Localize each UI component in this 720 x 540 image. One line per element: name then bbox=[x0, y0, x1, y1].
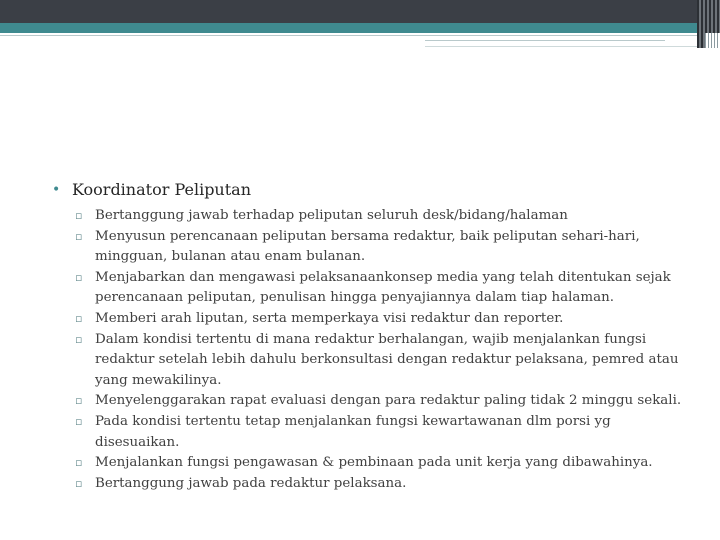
header-rule-lower bbox=[425, 46, 720, 47]
square-bullet-icon: ▫ bbox=[75, 414, 83, 428]
header-bar-dark bbox=[0, 0, 720, 23]
header-rule-short bbox=[425, 40, 665, 41]
list-item bbox=[52, 206, 692, 227]
list-item bbox=[52, 391, 692, 412]
main-bullet-item bbox=[52, 178, 692, 202]
list-item-text: Bertanggung jawab terhadap peliputan seluruh desk/bidang/halaman bbox=[95, 208, 568, 223]
list-item-text: Menjalankan fungsi pengawasan & pembinaan pada unit kerja yang dibawahinya. bbox=[95, 455, 653, 471]
list-item-text: Dalam kondisi tertentu di mana redaktur berhalangan, wajib menjalankan fungsi redaktur setelah lebih dahulu berkonsultasi dengan redaktur pelaksana, pemred atau yang mewakilinya. bbox=[95, 331, 679, 388]
square-bullet-icon: ▫ bbox=[75, 476, 83, 490]
square-bullet-icon: ▫ bbox=[75, 394, 83, 408]
square-bullet-icon: ▫ bbox=[75, 311, 83, 325]
list-item bbox=[52, 330, 692, 392]
square-bullet-icon: ▫ bbox=[75, 209, 83, 222]
list-item bbox=[52, 268, 692, 309]
list-item-text: Menyusun perencanaan peliputan bersama redaktur, baik peliputan sehari-hari, mingguan, bulanan atau enam bulanan. bbox=[95, 228, 640, 265]
square-bullet-icon: ▫ bbox=[75, 332, 83, 346]
list-item bbox=[52, 453, 692, 474]
list-item bbox=[52, 474, 692, 495]
header-bar-accent bbox=[0, 23, 720, 33]
square-bullet-icon: ▫ bbox=[75, 456, 83, 470]
sub-bullet-list bbox=[52, 206, 692, 494]
list-item-text: Memberi arah liputan, serta memperkaya visi redaktur dan reporter. bbox=[95, 310, 564, 326]
list-item-text: Menjabarkan dan mengawasi pelaksanaankonsep media yang telah ditentukan sejak perencanaan peliputan, penulisan hingga penyajiannya dalam tiap halaman. bbox=[95, 269, 671, 306]
list-item bbox=[52, 309, 692, 330]
list-item bbox=[52, 227, 692, 268]
slide-content bbox=[52, 178, 692, 494]
list-item bbox=[52, 412, 692, 453]
square-bullet-icon: ▫ bbox=[75, 229, 83, 243]
list-item-text: Pada kondisi tertentu tetap menjalankan fungsi kewartawanan dlm porsi yg disesuaikan. bbox=[95, 413, 611, 450]
header-rule bbox=[0, 35, 720, 36]
slide-heading: Koordinator Peliputan bbox=[72, 180, 252, 199]
corner-decoration-lower bbox=[705, 33, 720, 48]
list-item-text: Bertanggung jawab pada redaktur pelaksana. bbox=[95, 475, 407, 491]
list-item-text: Menyelenggarakan rapat evaluasi dengan para redaktur paling tidak 2 minggu sekali. bbox=[95, 393, 682, 409]
bullet-dot-icon: • bbox=[52, 182, 61, 198]
square-bullet-icon: ▫ bbox=[75, 270, 83, 284]
